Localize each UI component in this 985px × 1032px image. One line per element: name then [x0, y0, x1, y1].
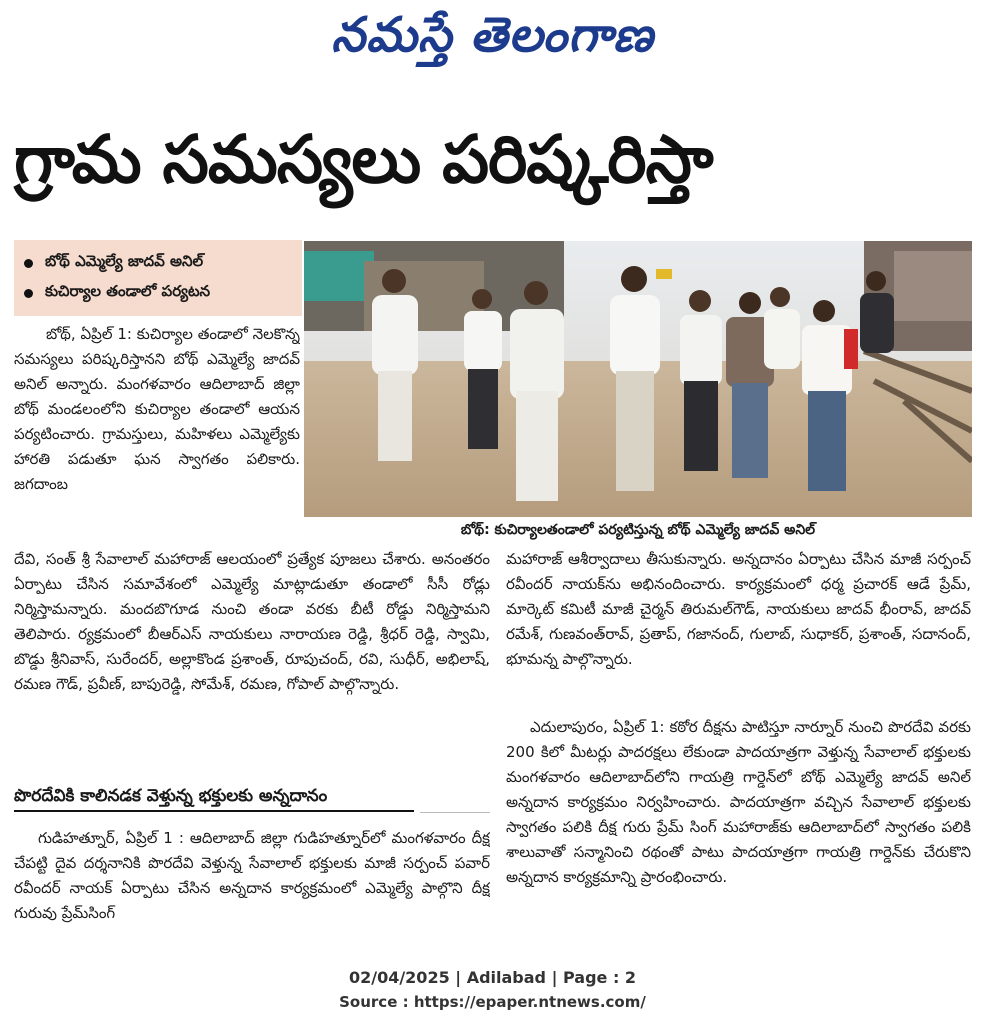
bullet-icon [24, 289, 33, 298]
highlight-text: కుచిర్యాల తండాలో పర్యటన [45, 282, 211, 300]
highlight-item [24, 248, 294, 278]
article-paragraph: ఎదులాపురం, ఏప్రిల్ 1: కఠోర దీక్షను పాటిస్తూ నార్నూర్ నుంచి పొరదేవి వరకు 200 కిలో మీటర్లు పాదరక్షలు లేకుండా పాదయాత్రగా వెళ్తున్న సేవాలాల్ భక్తులకు మంగళవారం ఆదిలాబాద్‌లోని గాయత్రి గార్డెన్‌లో బోథ్ ఎమ్మెల్యే జాదవ్ అనిల్ అన్నదాన కార్యక్రమం నిర్వహించారు. పాదయాత్రగా వచ్చిన సేవాలాల్ భక్తులకు స్వాగతం పలికి దీక్ష గురు ప్రేమ్ సింగ్ మహారాజ్‌కు ఆదిలాబాద్‌లో స్వాగతం పలికి శాలువాతో సన్మానించి రథంతో పాటు పాదయాత్రగా గాయత్రి గార్డెన్‌కు చేరుకొని అన్నదాన కార్యక్రమాన్ని ప్రారంభించారు. [506, 718, 971, 886]
photo-caption: బోథ్: కుచిర్యాలతండాలో పర్యటిస్తున్న బోథ్ ఎమ్మెల్యే జాదవ్ అనిల్ [460, 522, 816, 538]
photo-illustration [304, 241, 972, 517]
bullet-icon [24, 259, 33, 268]
divider [420, 812, 490, 813]
highlights-box [14, 240, 302, 316]
news-photo [304, 241, 972, 517]
highlight-text: బోథ్ ఎమ్మెల్యే జాదవ్ అనిల్ [45, 252, 204, 270]
highlight-item [24, 278, 294, 308]
article-paragraph: గుడిహత్నూర్, ఏప్రిల్ 1 : ఆదిలాబాద్ జిల్లా గుడిహత్నూర్‌లో మంగళవారం దీక్ష చేపట్టి దైవ దర్శనానికి పొరదేవి వెళ్తున్న సేవాలాల్ భక్తులకు మాజీ సర్పంచ్ పవార్ రవీందర్ నాయక్ ఏర్పాటు చేసిన అన్నదాన కార్యక్రమంలో ఎమ్మెల్యే పాల్గొని దీక్ష గురువు ప్రేమ్‌సింగ్ [14, 829, 490, 922]
newspaper-masthead [0, 0, 985, 82]
page-footer [0, 966, 985, 1014]
article-paragraph: మహారాజ్ ఆశీర్వాదాలు తీసుకున్నారు. అన్నదానం ఏర్పాటు చేసిన మాజీ సర్పంచ్ రవీందర్ నాయక్‌ను అభినందించారు. కార్యక్రమంలో ధర్మ ప్రచారక్ ఆడే ప్రేమ్, మార్కెట్ కమిటీ మాజీ చైర్మన్ తిరుమల్‌గౌడ్, నాయకులు జాదవ్ భీంరావ్, జాదవ్ రమేశ్, గుణవంత్‌రావ్, ప్రతాప్, గజానంద్, గులాబ్, సుధాకర్, ప్రశాంత్, సదానంద్, భూమన్న పాల్గొన్నారు. [506, 550, 971, 668]
masthead-title: నమస్తే తెలంగాణ [331, 7, 654, 63]
sub-heading: పొరదేవికి కాలినడక వెళ్తున్న భక్తులకు అన్నదానం [14, 782, 414, 812]
article-paragraph: దేవి, సంత్ శ్రీ సేవాలాల్ మహారాజ్ ఆలయంలో ప్రత్యేక పూజలు చేశారు. అనంతరం ఏర్పాటు చేసిన సమావేశంలో ఎమ్మెల్యే మాట్లాడుతూ తండాలో సీసీ రోడ్లు నిర్మిస్తామన్నారు. మందబొగూడ నుంచి తండా వరకు బీటీ రోడ్డు నిర్మిస్తామని తెలిపారు. ర్యక్రమంలో బీఆర్ఎస్ నాయకులు నారాయణ రెడ్డి, శ్రీధర్ రెడ్డి, స్వామి, బొడ్డు శ్రీనివాస్, సురేందర్, అల్లాకొండ ప్రశాంత్, రూపుచంద్, రవి, సుధీర్, అభిలాష్, రమణ గౌడ్, ప్రవీణ్, బాపురెడ్డి, సోమేశ్, రమణ, గోపాల్ పాల్గొన్నారు. [14, 550, 490, 693]
article-headline [14, 100, 974, 220]
source-link[interactable]: Source : https://epaper.ntnews.com/ [339, 993, 646, 1011]
headline-text: గ్రామ సమస్యలు పరిష్కరిస్తా [14, 121, 713, 198]
article-paragraph: బోథ్, ఏప్రిల్ 1: కుచిర్యాల తండాలో నెలకొన్న సమస్యలు పరిష్కరిస్తానని బోథ్ ఎమ్మెల్యే జాదవ్ అనిల్ అన్నారు. మంగళవారం ఆదిలాబాద్ జిల్లా బోథ్ మండలంలోని కుచిర్యాల తండాలో ఆయన పర్యటించారు. గ్రామస్తులు, మహిళలు ఎమ్మెల్యేకు హారతి పడుతూ ఘన స్వాగతం పలికారు. జగదాంబ [14, 325, 300, 493]
edition-meta: 02/04/2025 | Adilabad | Page : 2 [348, 968, 637, 987]
